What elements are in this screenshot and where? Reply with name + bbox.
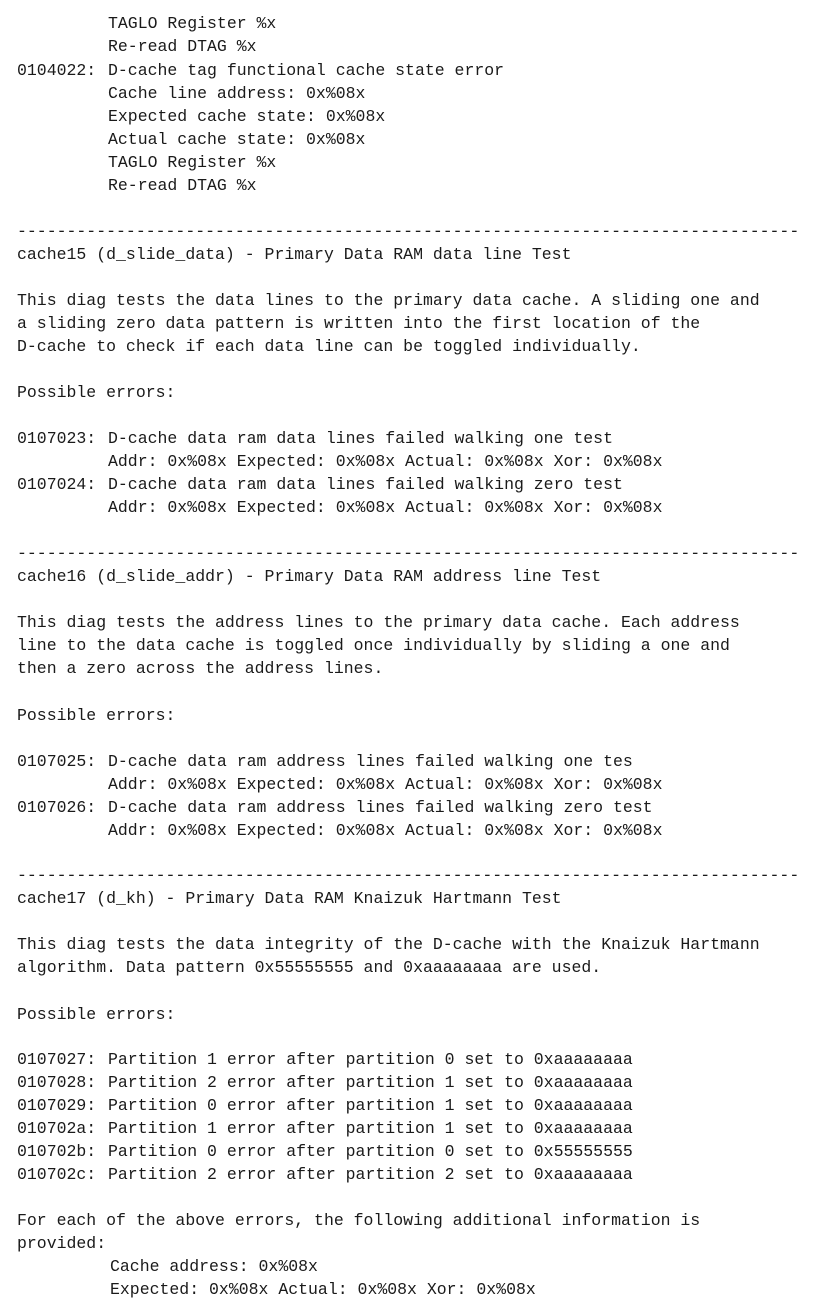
section-heading: cache15 (d_slide_data) - Primary Data RAM data line Test: [17, 245, 572, 264]
error-message: D-cache data ram data lines failed walking one test: [108, 429, 613, 448]
footer-line: For each of the above errors, the following additional information is: [17, 1211, 701, 1230]
error-message: D-cache tag functional cache state error: [108, 61, 505, 80]
error-message: Partition 1 error after partition 1 set to 0xaaaaaaaa: [108, 1119, 633, 1138]
error-message: Partition 0 error after partition 1 set to 0xaaaaaaaa: [108, 1096, 633, 1115]
error-message: Partition 0 error after partition 0 set to 0x55555555: [108, 1142, 633, 1161]
description-line: then a zero across the address lines.: [17, 659, 384, 678]
error-message: Partition 2 error after partition 2 set to 0xaaaaaaaa: [108, 1165, 633, 1184]
footer-detail: Cache address: 0x%08x: [110, 1257, 318, 1276]
error-code: 0107025:: [17, 752, 97, 771]
description-line: a sliding zero data pattern is written into the first location of the: [17, 314, 701, 333]
error-code: 0107028:: [17, 1073, 97, 1092]
footer-detail: Expected: 0x%08x Actual: 0x%08x Xor: 0x%08x: [110, 1280, 536, 1299]
error-message: Partition 1 error after partition 0 set to 0xaaaaaaaa: [108, 1050, 633, 1069]
section-divider: -------------------------------------------------------------------------------: [17, 222, 800, 241]
error-code: 0107023:: [17, 429, 97, 448]
intro-line: Re-read DTAG %x: [108, 37, 257, 56]
section-heading: cache17 (d_kh) - Primary Data RAM Knaizuk Hartmann Test: [17, 889, 562, 908]
error-detail: Cache line address: 0x%08x: [108, 84, 366, 103]
error-message: Partition 2 error after partition 1 set to 0xaaaaaaaa: [108, 1073, 633, 1092]
description-line: D-cache to check if each data line can be toggled individually.: [17, 337, 641, 356]
error-message: D-cache data ram data lines failed walking zero test: [108, 475, 623, 494]
error-code: 0107026:: [17, 798, 97, 817]
error-detail: Re-read DTAG %x: [108, 176, 257, 195]
error-code: 0107024:: [17, 475, 97, 494]
error-message: D-cache data ram address lines failed walking zero test: [108, 798, 653, 817]
error-code: 010702c:: [17, 1165, 97, 1184]
section-heading: cache16 (d_slide_addr) - Primary Data RAM address line Test: [17, 567, 602, 586]
description-line: algorithm. Data pattern 0x55555555 and 0xaaaaaaaa are used.: [17, 958, 602, 977]
errors-label: Possible errors:: [17, 1005, 176, 1024]
error-message: D-cache data ram address lines failed walking one tes: [108, 752, 633, 771]
intro-line: TAGLO Register %x: [108, 14, 277, 33]
errors-label: Possible errors:: [17, 383, 176, 402]
error-code: 010702a:: [17, 1119, 97, 1138]
footer-line: provided:: [17, 1234, 107, 1253]
error-code: 0107027:: [17, 1050, 97, 1069]
section-divider: -------------------------------------------------------------------------------: [17, 544, 800, 563]
section-divider: -------------------------------------------------------------------------------: [17, 866, 800, 885]
description-line: This diag tests the data integrity of the D-cache with the Knaizuk Hartmann: [17, 935, 760, 954]
description-line: This diag tests the address lines to the primary data cache. Each address: [17, 613, 740, 632]
error-detail: Addr: 0x%08x Expected: 0x%08x Actual: 0x%08x Xor: 0x%08x: [108, 498, 663, 517]
error-code: 0107029:: [17, 1096, 97, 1115]
error-detail: Expected cache state: 0x%08x: [108, 107, 386, 126]
description-line: line to the data cache is toggled once individually by sliding a one and: [17, 636, 730, 655]
description-line: This diag tests the data lines to the primary data cache. A sliding one and: [17, 291, 760, 310]
error-detail: Actual cache state: 0x%08x: [108, 130, 366, 149]
errors-label: Possible errors:: [17, 706, 176, 725]
error-detail: Addr: 0x%08x Expected: 0x%08x Actual: 0x%08x Xor: 0x%08x: [108, 775, 663, 794]
error-code: 0104022:: [17, 61, 97, 80]
error-detail: TAGLO Register %x: [108, 153, 277, 172]
error-code: 010702b:: [17, 1142, 97, 1161]
error-detail: Addr: 0x%08x Expected: 0x%08x Actual: 0x%08x Xor: 0x%08x: [108, 821, 663, 840]
error-detail: Addr: 0x%08x Expected: 0x%08x Actual: 0x%08x Xor: 0x%08x: [108, 452, 663, 471]
